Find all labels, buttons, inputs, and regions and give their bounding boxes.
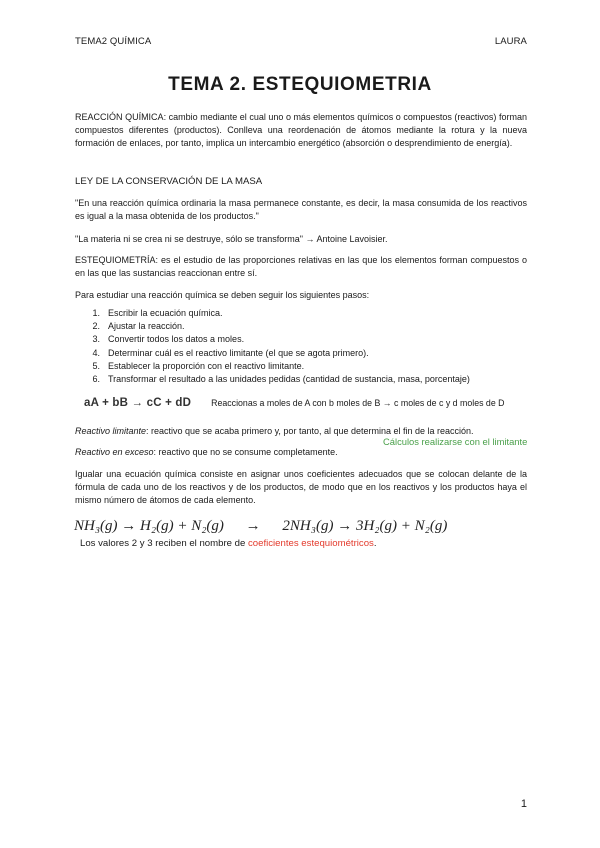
step-text: Escribir la ecuación química. <box>108 308 223 318</box>
list-item <box>75 307 527 320</box>
section-heading: LEY DE LA CONSERVACIÓN DE LA MASA <box>75 176 263 187</box>
step-text: Transformar el resultado a las unidades pedidas (cantidad de sustancia, masa, porcentaje) <box>108 374 470 385</box>
quote-2: "La materia ni se crea ni se destruye, sólo se transforma" → Antoine Lavoisier. <box>75 234 388 244</box>
coefficient-highlight: coeficientes estequiométricos <box>247 538 374 549</box>
intro-paragraph <box>75 111 527 151</box>
step-number: 4. <box>92 347 100 358</box>
step-number: 2. <box>92 321 100 332</box>
exceso-definition <box>75 446 527 459</box>
formula-balanced: 2NH₃(g) → 3H₂(g) + N₂(g) <box>282 518 448 534</box>
step-text: Determinar cuál es el reactivo limitante (el que se agota primero). <box>108 347 369 358</box>
example-formula <box>74 518 447 535</box>
intro-text: REACCIÓN QUÍMICA: cambio mediante el cual uno o más elementos químicos o compuestos (reactivos) forman compuestos diferentes (productos). Conlleva una reordenación de átomos mediante la rotura y la nueva formación de enlaces, por tanto, implica un intercambio energético (absorción o desprendimiento de energía). <box>75 112 527 149</box>
formula-unbalanced: NH₃(g) → H₂(g) + N₂(g) <box>74 518 224 534</box>
step-text: Establecer la proporción con el reactivo limitante. <box>108 360 305 371</box>
equation-explanation: Reaccionas a moles de A con b moles de B → c moles de c y d moles de D <box>211 398 505 408</box>
quote-1-text: "En una reacción química ordinaria la masa permanece constante, es decir, la masa consumida de los reactivos es igual a la masa obtenida de los productos." <box>75 198 527 222</box>
header-right: LAURA <box>494 36 527 47</box>
coefficient-note <box>80 538 377 549</box>
coefficient-note-text: Los valores 2 y 3 reciben el nombre de <box>80 538 248 549</box>
general-equation <box>84 397 505 409</box>
step-number: 3. <box>92 334 100 345</box>
limitante-term: Reactivo limitante <box>75 426 147 436</box>
stoichiometry-definition-text: ESTEQUIOMETRÍA: es el estudio de las proporciones relativas en las que los elementos forman compuestos o en las que las sustancias reaccionan entre sí. <box>75 255 527 279</box>
steps-intro: Para estudiar una reacción química se deben seguir los siguientes pasos: <box>75 290 370 300</box>
header-left: TEMA2 QUÍMICA <box>75 36 152 47</box>
igualar-text: Igualar una ecuación química consiste en asignar unos coeficientes adecuados que se colocan delante de la fórmula de cada uno de los reactivos y de los productos, de modo que en los reactivos y los productos haya el mismo número de átomos de cada elemento. <box>75 469 527 506</box>
step-text: Ajustar la reacción. <box>108 321 185 332</box>
list-item <box>75 360 527 373</box>
list-item <box>75 333 527 346</box>
step-number: 1. <box>92 308 100 318</box>
steps-list <box>75 307 527 386</box>
step-text: Convertir todos los datos a moles. <box>108 334 245 345</box>
steps-list-container <box>75 307 527 386</box>
page-number: 1 <box>520 798 527 810</box>
list-item <box>75 373 527 386</box>
page-title: TEMA 2. ESTEQUIOMETRIA <box>168 74 432 95</box>
igualar-paragraph <box>75 468 527 508</box>
stoichiometry-definition <box>75 254 527 280</box>
limitante-text: : reactivo que se acaba primero y, por tanto, al que determina el fin de la reacción. <box>146 426 474 436</box>
list-item <box>75 320 527 333</box>
step-number: 5. <box>92 360 100 371</box>
step-number: 6. <box>92 374 100 385</box>
exceso-term: Reactivo en exceso <box>75 447 154 457</box>
green-note: Cálculos realizarse con el limitante <box>383 436 528 447</box>
equation-formula: aA + bB → cC + dD <box>84 397 192 409</box>
formula-arrow: → <box>245 518 261 534</box>
list-item <box>75 347 527 360</box>
exceso-text: : reactivo que no se consume completamente. <box>153 447 338 457</box>
quote-1 <box>75 197 527 223</box>
coefficient-note-end: . <box>373 538 377 549</box>
